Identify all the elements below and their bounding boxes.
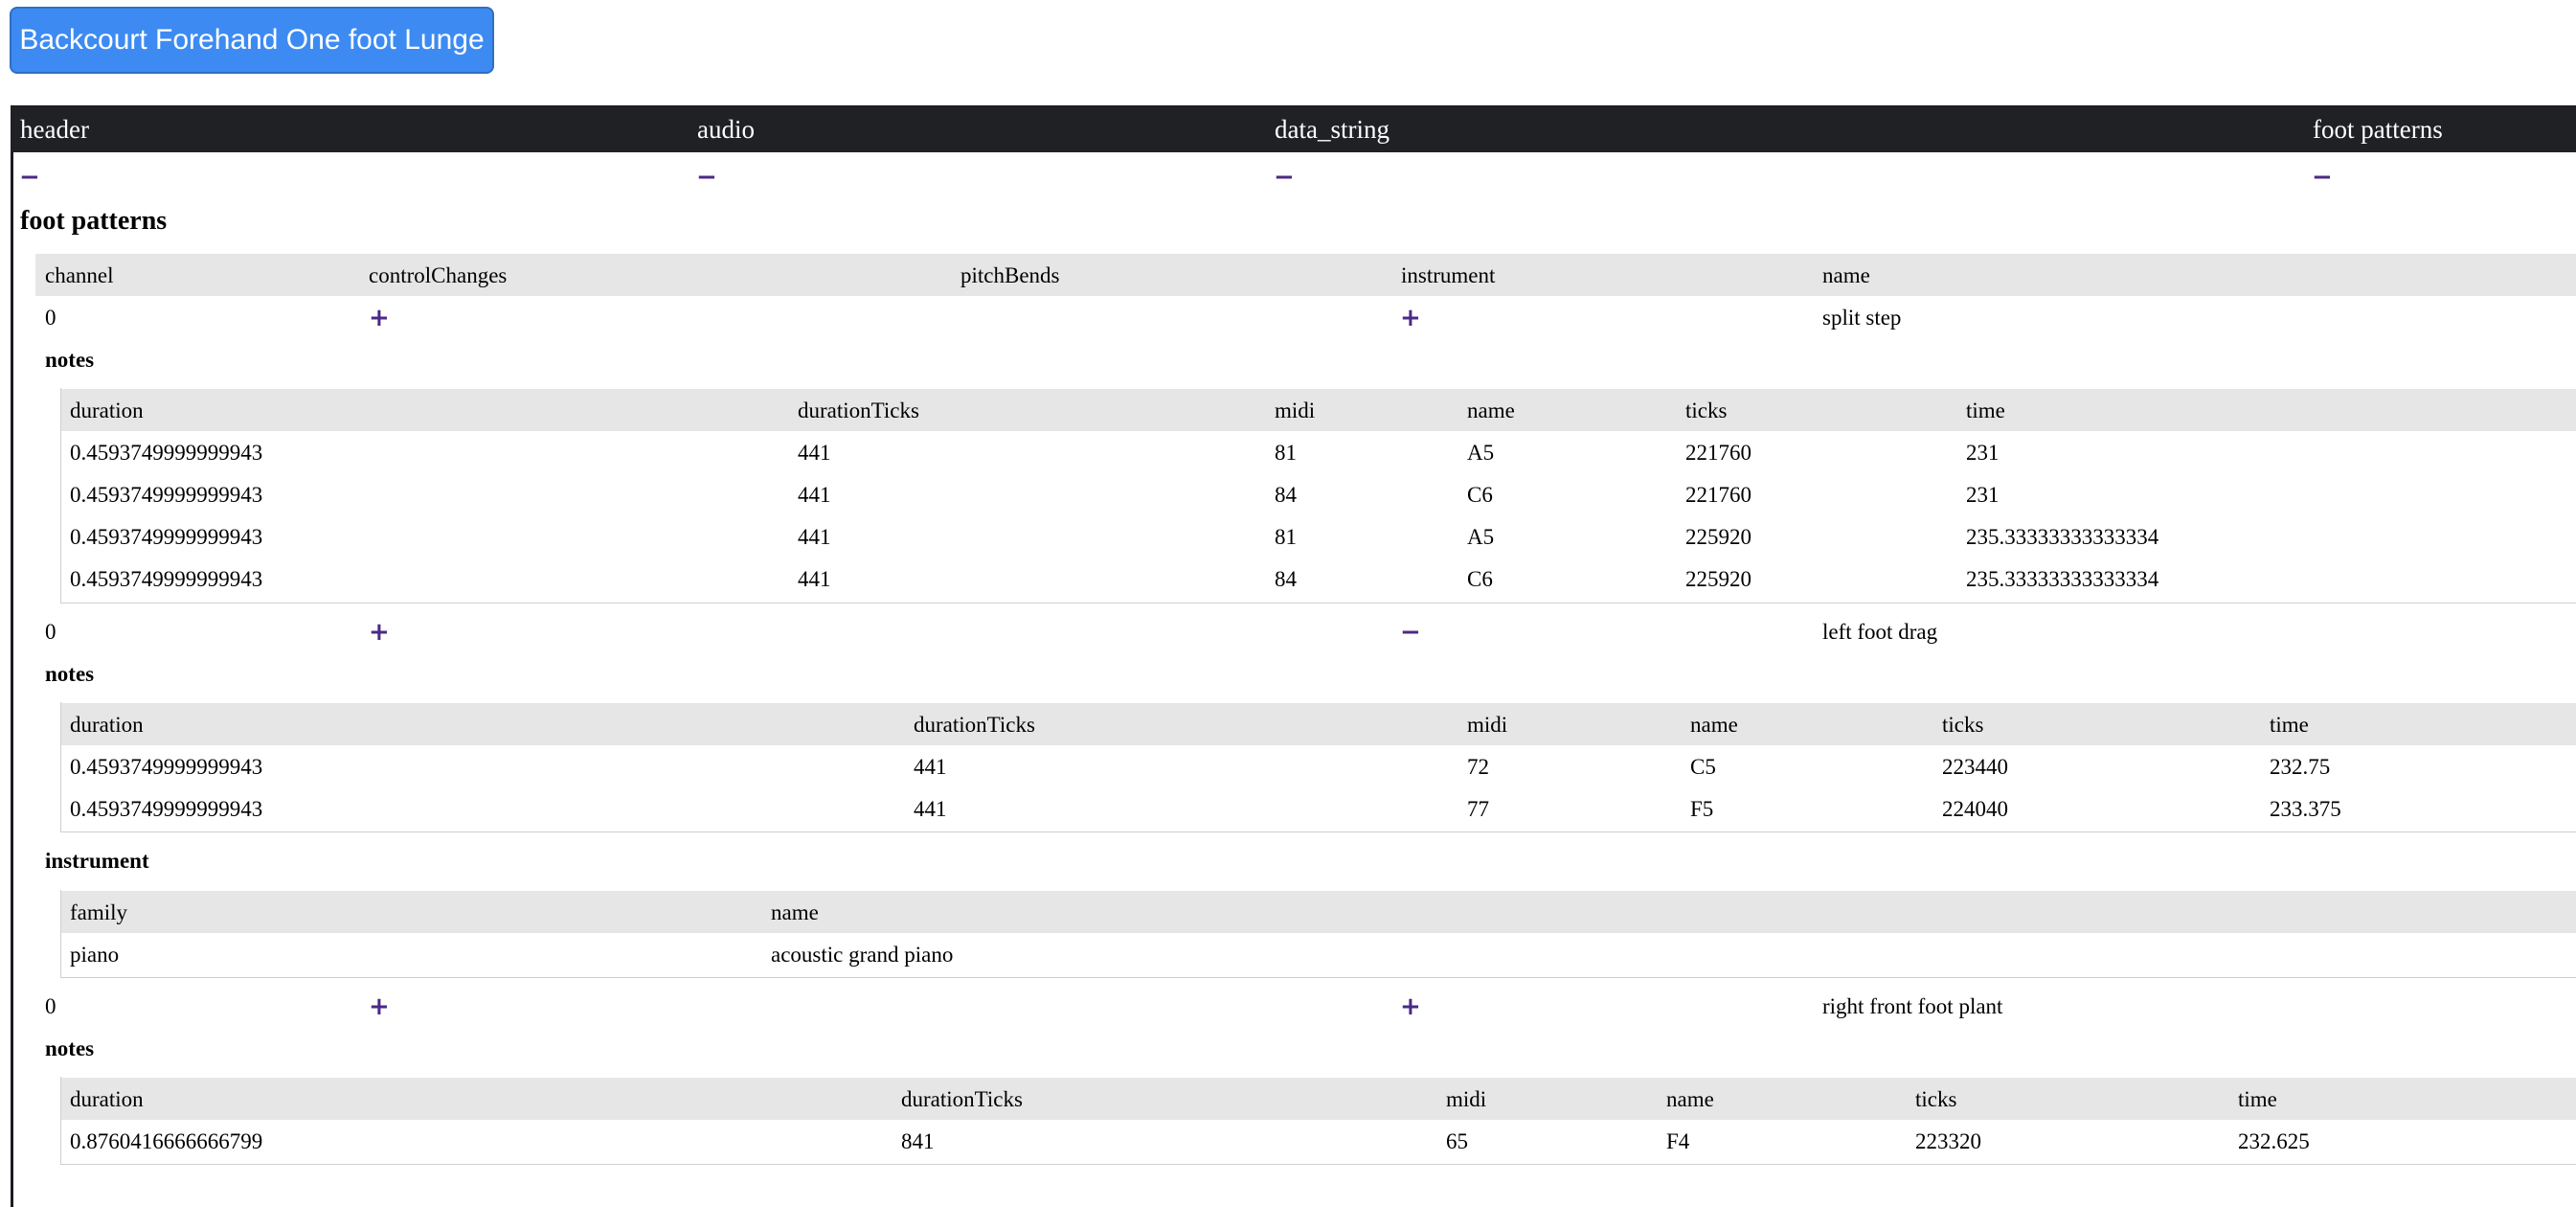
note-durationticks: 441 [798, 483, 831, 507]
patterns-col-pitchbends: pitchBends [960, 263, 1060, 287]
note-durationticks: 441 [914, 797, 947, 821]
notes-col-time: time [2238, 1087, 2277, 1111]
note-time: 235.33333333333334 [1966, 525, 2159, 549]
toggle-header[interactable]: − [19, 163, 40, 192]
instrument-family: piano [70, 943, 120, 967]
pattern-name: right front foot plant [1822, 994, 2003, 1018]
notes-col-durationticks: durationTicks [914, 713, 1035, 737]
note-time: 232.75 [2270, 755, 2331, 779]
note-duration: 0.8760416666666799 [70, 1129, 263, 1153]
notes-col-duration: duration [70, 399, 144, 422]
note-duration: 0.4593749999999943 [70, 441, 263, 465]
note-midi: 77 [1467, 797, 1489, 821]
note-midi: 81 [1275, 441, 1297, 465]
note-time: 232.625 [2238, 1129, 2310, 1153]
notes-col-name: name [1690, 713, 1738, 737]
instrument-col-family: family [70, 900, 128, 924]
note-ticks: 223440 [1942, 755, 2008, 779]
notes-col-duration: duration [70, 1087, 144, 1111]
note-midi: 81 [1275, 525, 1297, 549]
notes-col-midi: midi [1275, 399, 1316, 422]
notes-col-time: time [1966, 399, 2005, 422]
note-ticks: 221760 [1685, 441, 1751, 465]
note-time: 231 [1966, 441, 2000, 465]
toggle-audio[interactable]: − [696, 163, 717, 192]
note-name: A5 [1467, 441, 1495, 465]
col-header: header [20, 115, 89, 144]
notes-col-duration: duration [70, 713, 144, 737]
pattern-channel: 0 [45, 994, 56, 1018]
notes-label: notes [45, 348, 95, 372]
note-duration: 0.4593749999999943 [70, 567, 263, 591]
notes-label: notes [45, 662, 95, 686]
note-name: C6 [1467, 483, 1493, 507]
note-durationticks: 441 [798, 441, 831, 465]
patterns-col-name: name [1822, 263, 1870, 287]
note-duration: 0.4593749999999943 [70, 525, 263, 549]
toggle-control-changes[interactable]: + [369, 992, 390, 1021]
note-midi: 84 [1275, 483, 1297, 507]
note-durationticks: 441 [798, 567, 831, 591]
notes-col-midi: midi [1446, 1087, 1487, 1111]
top-header-row [11, 106, 2576, 152]
note-name: F5 [1690, 797, 1714, 821]
instrument-col-name: name [771, 900, 819, 924]
notes-col-time: time [2270, 713, 2309, 737]
pattern-channel: 0 [45, 306, 56, 330]
pattern-channel: 0 [45, 620, 56, 644]
note-name: C6 [1467, 567, 1493, 591]
patterns-col-instrument: instrument [1401, 263, 1496, 287]
backcourt-forehand-lunge-button[interactable]: Backcourt Forehand One foot Lunge [10, 7, 494, 74]
note-ticks: 225920 [1685, 525, 1751, 549]
note-durationticks: 841 [901, 1129, 935, 1153]
note-time: 235.33333333333334 [1966, 567, 2159, 591]
notes-col-durationticks: durationTicks [901, 1087, 1023, 1111]
notes-header-bar [61, 389, 2576, 431]
note-midi: 72 [1467, 755, 1489, 779]
note-name: A5 [1467, 525, 1495, 549]
toggle-foot-patterns[interactable]: − [2312, 163, 2333, 192]
note-time: 231 [1966, 483, 2000, 507]
note-duration: 0.4593749999999943 [70, 483, 263, 507]
instrument-header-bar [61, 891, 2576, 933]
col-data-string: data_string [1275, 115, 1390, 144]
notes-header-bar [61, 1078, 2576, 1120]
note-durationticks: 441 [914, 755, 947, 779]
col-foot-patterns: foot patterns [2313, 115, 2443, 144]
instrument-name: acoustic grand piano [771, 943, 954, 967]
note-ticks: 221760 [1685, 483, 1751, 507]
notes-col-name: name [1666, 1087, 1714, 1111]
pattern-name: left foot drag [1822, 620, 1938, 644]
note-ticks: 224040 [1942, 797, 2008, 821]
notes-col-ticks: ticks [1915, 1087, 1957, 1111]
toggle-instrument[interactable]: + [1400, 992, 1421, 1021]
notes-col-ticks: ticks [1685, 399, 1728, 422]
note-midi: 84 [1275, 567, 1297, 591]
notes-col-durationticks: durationTicks [798, 399, 919, 422]
patterns-col-controlchanges: controlChanges [369, 263, 508, 287]
note-name: C5 [1690, 755, 1716, 779]
notes-header-bar [61, 703, 2576, 745]
patterns-col-channel: channel [45, 263, 114, 287]
note-duration: 0.4593749999999943 [70, 755, 263, 779]
note-time: 233.375 [2270, 797, 2341, 821]
notes-col-ticks: ticks [1942, 713, 1984, 737]
note-midi: 65 [1446, 1129, 1468, 1153]
col-audio: audio [697, 115, 755, 144]
note-ticks: 225920 [1685, 567, 1751, 591]
toggle-instrument[interactable]: − [1400, 618, 1421, 647]
notes-label: notes [45, 1036, 95, 1060]
instrument-label: instrument [45, 849, 149, 873]
section-title: foot patterns [20, 206, 168, 236]
note-ticks: 223320 [1915, 1129, 1981, 1153]
toggle-control-changes[interactable]: + [369, 304, 390, 332]
note-duration: 0.4593749999999943 [70, 797, 263, 821]
toggle-control-changes[interactable]: + [369, 618, 390, 647]
note-name: F4 [1666, 1129, 1690, 1153]
notes-col-name: name [1467, 399, 1515, 422]
pattern-name: split step [1822, 306, 1902, 330]
toggle-instrument[interactable]: + [1400, 304, 1421, 332]
toggle-data-string[interactable]: − [1274, 163, 1295, 192]
notes-col-midi: midi [1467, 713, 1508, 737]
note-durationticks: 441 [798, 525, 831, 549]
